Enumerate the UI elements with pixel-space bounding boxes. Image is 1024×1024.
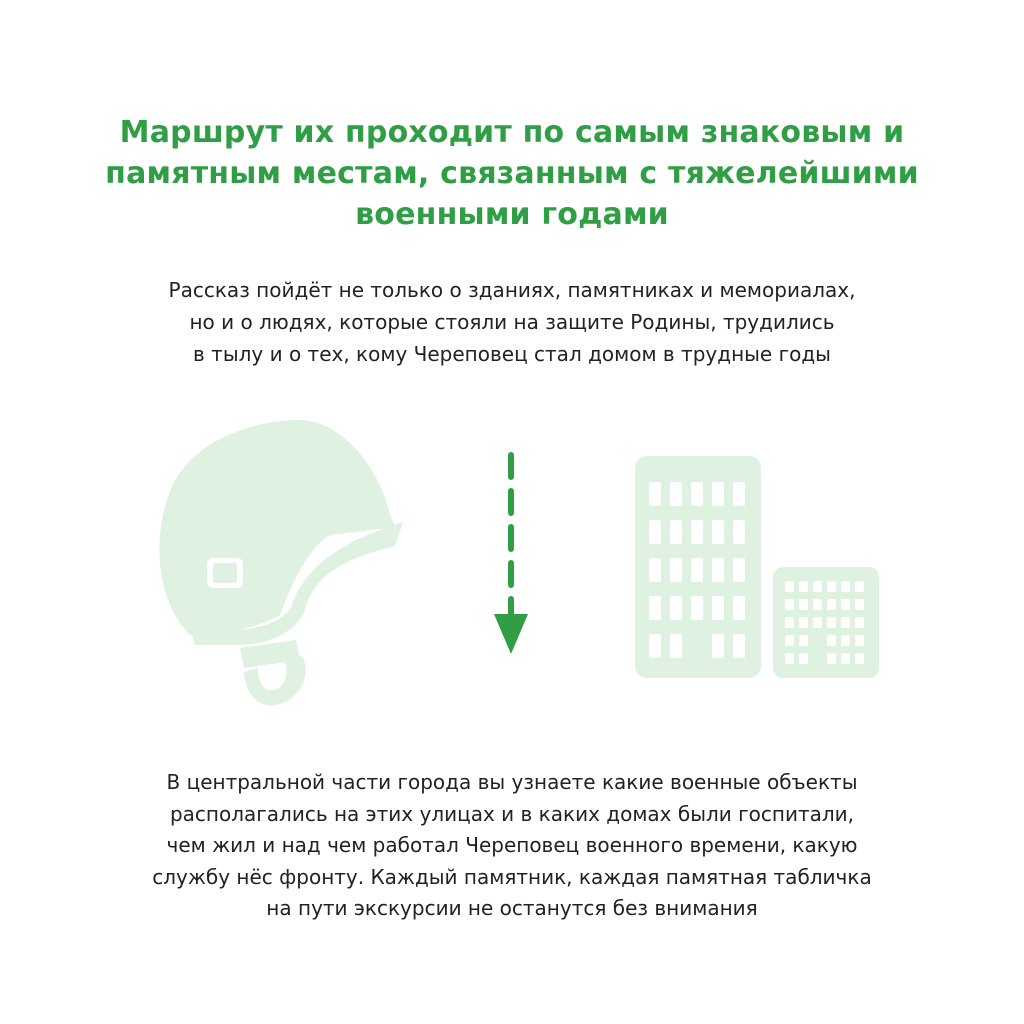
window [841,635,850,646]
window [649,558,661,582]
window [785,617,794,628]
window [799,617,808,628]
window [670,482,682,506]
window [827,599,836,610]
outro-paragraph [60,767,964,925]
window [785,635,794,646]
intro-line-3: в тылу и о тех, кому Череповец стал домом в трудные годы [193,342,831,366]
window [813,617,822,628]
window [712,596,724,620]
window [712,482,724,506]
window [827,581,836,592]
window [799,635,808,646]
window [785,653,794,664]
window [670,520,682,544]
window [733,596,745,620]
window [649,634,661,658]
window [670,558,682,582]
window [785,599,794,610]
window [855,653,864,664]
arrow-down-icon [494,455,528,654]
title-line-1: Маршрут их проходит по самым знаковым и [119,115,905,150]
window [827,635,836,646]
window [841,653,850,664]
window [799,581,808,592]
window [649,520,661,544]
window [712,520,724,544]
window [799,653,808,664]
window [670,596,682,620]
window [799,599,808,610]
window [855,635,864,646]
window [841,599,850,610]
helmet-icon [159,420,403,705]
window [649,596,661,620]
window [670,634,682,658]
window [649,482,661,506]
outro-line-3: чем жил и над чем работал Череповец военного времени, какую [166,833,858,857]
intro-paragraph [100,274,924,370]
window [733,558,745,582]
intro-line-2: но и о людях, которые стояли на защите Родины, трудились [189,310,835,334]
window [785,581,794,592]
window [712,558,724,582]
outro-line-1: В центральной части города вы узнаете какие военные объекты [166,770,858,794]
page-title [80,112,944,235]
window [855,599,864,610]
window [813,581,822,592]
window [733,520,745,544]
window [733,634,745,658]
window [855,617,864,628]
title-line-3: военными годами [355,197,669,232]
window [827,653,836,664]
window [841,617,850,628]
window [827,617,836,628]
window [691,596,703,620]
outro-line-4: службу нёс фронту. Каждый памятник, каждая памятная табличка [152,864,872,889]
outro-line-5: на пути экскурсии не останутся без внимания [266,896,758,920]
window [841,581,850,592]
window [733,482,745,506]
window [691,520,703,544]
intro-line-1: Рассказ пойдёт не только о зданиях, памятниках и мемориалах, [168,278,856,302]
window [691,558,703,582]
window [855,581,864,592]
outro-line-2: располагались на этих улицах и в каких домах были госпитали, [169,801,854,826]
window [712,634,724,658]
buildings-icon [635,456,879,678]
title-line-2: памятным местам, связанным с тяжелейшими [105,156,919,191]
window [691,482,703,506]
window [813,599,822,610]
